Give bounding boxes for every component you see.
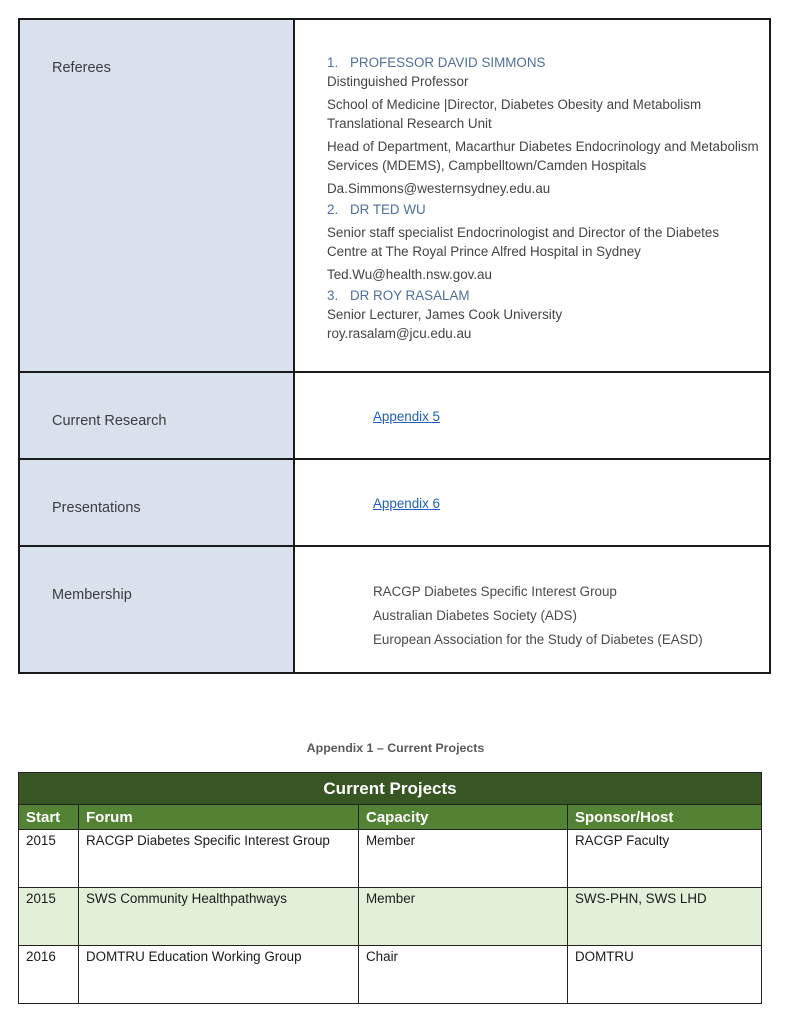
cell-capacity: Member [359, 830, 568, 888]
cell-start: 2015 [19, 888, 79, 946]
cv-table [18, 18, 771, 674]
projects-table [18, 772, 762, 1004]
referee-3-role: Senior Lecturer, James Cook University [327, 307, 563, 322]
column-header-forum: Forum [79, 805, 359, 830]
cell-sponsor: DOMTRU [568, 946, 762, 1004]
referee-1-department: Head of Department, Macarthur Diabetes Endocrinology and Metabolism Services (MDEMS), Campbelltown/Camden Hospitals [327, 139, 759, 173]
presentations-value-cell [294, 459, 770, 546]
presentations-label: Presentations [52, 500, 141, 516]
column-header-start: Start [19, 805, 79, 830]
membership-value-cell [294, 546, 770, 673]
column-header-sponsor: Sponsor/Host [568, 805, 762, 830]
cell-forum: SWS Community Healthpathways [79, 888, 359, 946]
membership-item: European Association for the Study of Diabetes (EASD) [373, 632, 703, 647]
research-value-cell [294, 372, 770, 459]
projects-title-row [19, 773, 762, 805]
appendix-caption: Appendix 1 – Current Projects [306, 741, 485, 755]
presentations-label-cell [19, 459, 294, 546]
membership-row [19, 546, 770, 673]
referee-1-email: Da.Simmons@westernsydney.edu.au [327, 181, 551, 196]
research-label: Current Research [52, 413, 167, 429]
membership-label: Membership [52, 587, 132, 603]
presentations-row [19, 459, 770, 546]
referees-value-cell [294, 19, 770, 372]
cell-forum: RACGP Diabetes Specific Interest Group [79, 830, 359, 888]
projects-header-row [19, 805, 762, 830]
referee-2-email: Ted.Wu@health.nsw.gov.au [327, 267, 492, 282]
research-row [19, 372, 770, 459]
appendix-5-link[interactable]: Appendix 5 [373, 409, 441, 424]
table-row [19, 830, 762, 888]
research-label-cell [19, 372, 294, 459]
referees-label: Referees [52, 60, 111, 76]
cell-sponsor: RACGP Faculty [568, 830, 762, 888]
cell-start: 2016 [19, 946, 79, 1004]
cell-forum: DOMTRU Education Working Group [79, 946, 359, 1004]
referee-2-role: Senior staff specialist Endocrinologist and Director of the Diabetes Centre at The Royal Prince Alfred Hospital in Sydney [327, 225, 720, 259]
referees-row [19, 19, 770, 372]
referee-1-role: School of Medicine |Director, Diabetes Obesity and Metabolism Translational Research Unit [327, 97, 702, 131]
referee-3-name: 3. DR ROY RASALAM [327, 288, 470, 303]
column-header-capacity: Capacity [359, 805, 568, 830]
table-row [19, 946, 762, 1004]
appendix-6-link[interactable]: Appendix 6 [373, 496, 441, 511]
referee-1-title: Distinguished Professor [327, 74, 469, 89]
referee-1-name: 1. PROFESSOR DAVID SIMMONS [327, 55, 546, 70]
cell-start: 2015 [19, 830, 79, 888]
referee-3-email: roy.rasalam@jcu.edu.au [327, 326, 472, 341]
cell-capacity: Chair [359, 946, 568, 1004]
cell-sponsor: SWS-PHN, SWS LHD [568, 888, 762, 946]
referees-label-cell [19, 19, 294, 372]
referee-2-name: 2. DR TED WU [327, 202, 426, 217]
cell-capacity: Member [359, 888, 568, 946]
membership-label-cell [19, 546, 294, 673]
table-row [19, 888, 762, 946]
membership-item: RACGP Diabetes Specific Interest Group [373, 584, 617, 599]
projects-table-title: Current Projects [19, 773, 762, 805]
membership-item: Australian Diabetes Society (ADS) [373, 608, 577, 623]
